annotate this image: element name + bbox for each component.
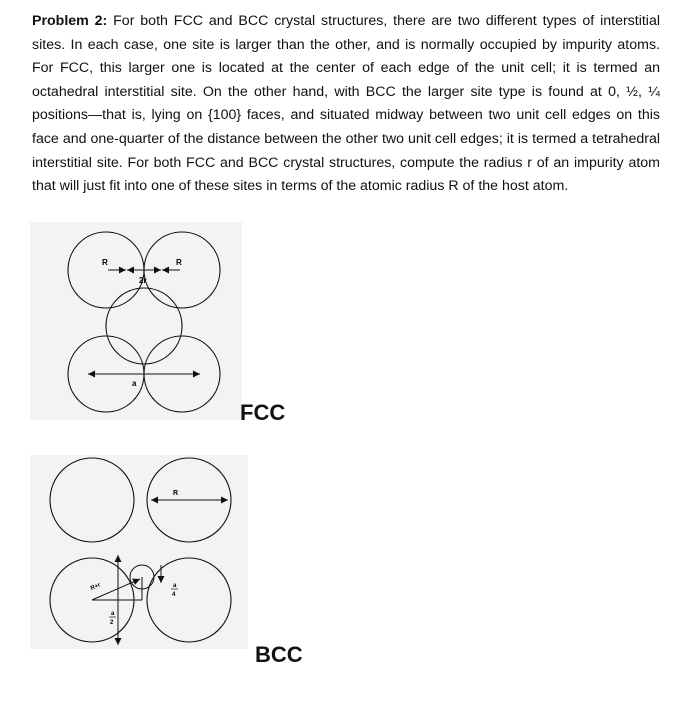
fcc-background (30, 222, 242, 420)
bcc-quarter-a-numerator: a (173, 583, 177, 589)
bcc-quarter-a-denominator: 4 (172, 592, 176, 598)
problem-heading: Problem 2: (32, 13, 108, 29)
fcc-radius-label-right: R (176, 258, 182, 267)
fcc-radius-label-left: R (102, 258, 108, 267)
fcc-diagram (30, 222, 350, 432)
fcc-interstitial-label: 2r (139, 276, 147, 285)
problem-statement (32, 10, 660, 199)
bcc-background (30, 455, 248, 649)
bcc-radius-label: R (173, 490, 179, 497)
bcc-hypotenuse-label: R+r (89, 582, 102, 592)
fcc-label: FCC (240, 400, 286, 425)
fcc-diagram-svg (30, 222, 350, 432)
bcc-half-a-denominator: 2 (110, 620, 114, 626)
bcc-label: BCC (255, 642, 303, 667)
bcc-diagram (30, 455, 350, 675)
problem-body: For both FCC and BCC crystal structures, there are two different types of interstitial sites. In each case, one site is larger than the other, and is normally occupied by impurity atoms. For FCC, this larger one is located at the center of each edge of the unit cell; it is termed an octahedral interstitial site. On the other hand, with BCC the larger site type is found at 0, ½, ¼ positions—that is, lying on {100} faces, and situated midway between two unit cell edges on this face and one-quarter of the distance between the other two unit cell edges; it is termed a tetrahedral interstitial site. For both FCC and BCC crystal structures, compute the radius r of an impurity atom that will just fit into one of these sites in terms of the atomic radius R of the host atom. (32, 13, 661, 195)
bcc-half-a-numerator: a (111, 611, 115, 617)
fcc-edge-label: a (132, 379, 137, 388)
